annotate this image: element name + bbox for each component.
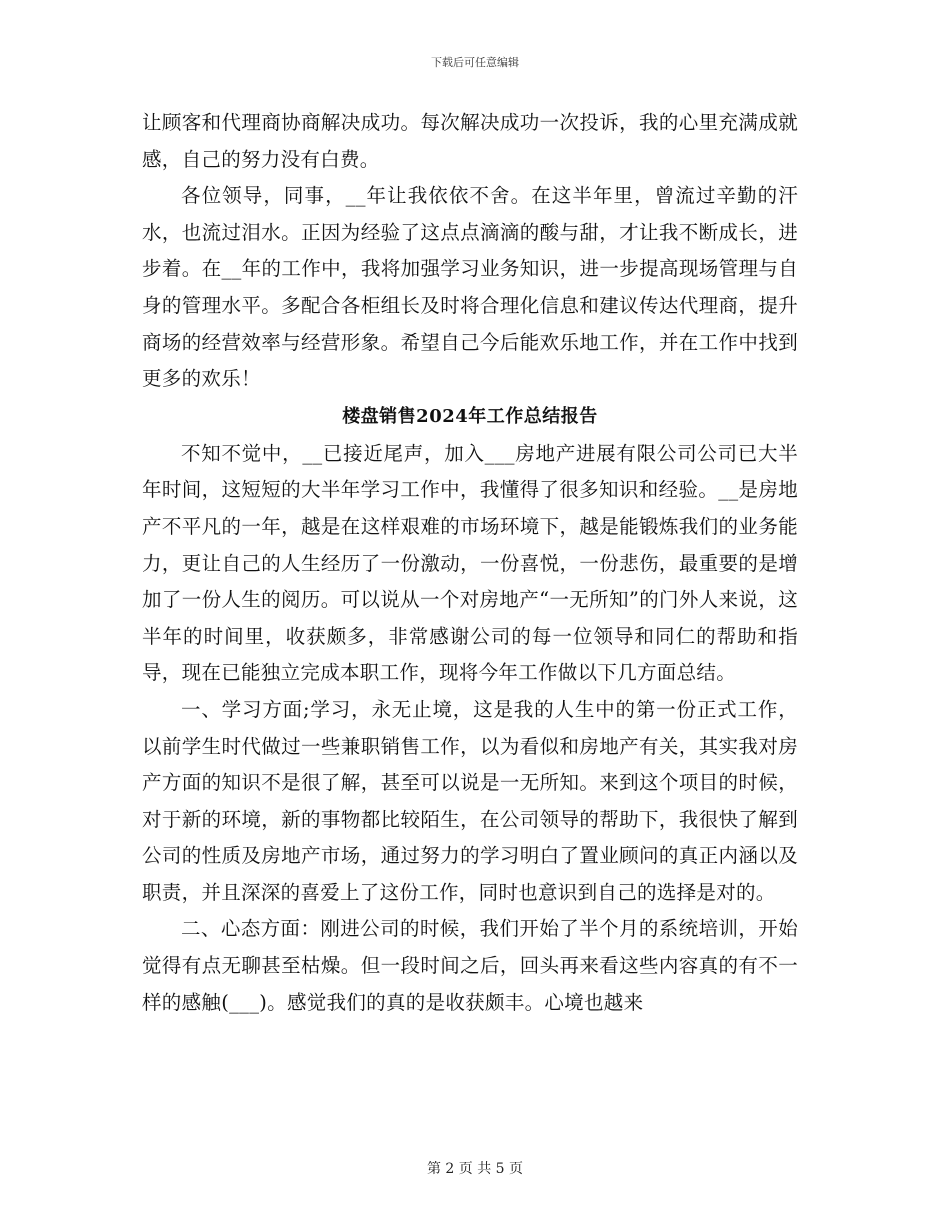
- paragraph-farewell: 各位领导，同事，__年让我依依不舍。在这半年里，曾流过辛勤的汗水，也流过泪水。正因为经验了这点点滴滴的酸与甜，才让我不断成长，进步着。在__年的工作中，我将加强学习业务知识，进一步提高现场管理与自身的管理水平。多配合各柜组长及时将合理化信息和建议传达代理商，提升商场的经营效率与经营形象。希望自己今后能欢乐地工作，并在工作中找到更多的欢乐！: [142, 184, 798, 391]
- document-title: 楼盘销售2024年工作总结报告: [342, 405, 598, 427]
- document-body: [142, 105, 798, 1021]
- paragraph-study: 一、学习方面;学习，永无止境，这是我的人生中的第一份正式工作，以前学生时代做过一些兼职销售工作，以为看似和房地产有关，其实我对房产方面的知识不是很了解，甚至可以说是一无所知。来到这个项目的时候，对于新的环境，新的事物都比较陌生，在公司领导的帮助下，我很快了解到公司的性质及房地产市场，通过努力的学习明白了置业顾问的真正内涵以及职责，并且深深的喜爱上了这份工作，同时也意识到自己的选择是对的。: [142, 697, 798, 904]
- paragraph-continued: 让顾客和代理商协商解决成功。每次解决成功一次投诉，我的心里充满成就感，自己的努力没有白费。: [142, 111, 798, 171]
- header-note: 下载后可任意编辑: [431, 56, 519, 69]
- paragraph-intro: 不知不觉中，__已接近尾声，加入___房地产进展有限公司公司已大半年时间，这短短的大半年学习工作中，我懂得了很多知识和经验。__是房地产不平凡的一年，越是在这样艰难的市场环境下，越是能锻炼我们的业务能力，更让自己的人生经历了一份激动，一份喜悦，一份悲伤，最重要的是增加了一份人生的阅历。可以说从一个对房地产“一无所知”的门外人来说，这半年的时间里，收获颇多，非常感谢公司的每一位领导和同仁的帮助和指导，现在已能独立完成本职工作，现将今年工作做以下几方面总结。: [142, 441, 798, 685]
- page-number: 第 2 页 共 5 页: [426, 1161, 524, 1177]
- paragraph-mindset: 二、心态方面：刚进公司的时候，我们开始了半个月的系统培训，开始觉得有点无聊甚至枯燥。但一段时间之后，回头再来看这些内容真的有不一样的感触(___)。感觉我们的真的是收获颇丰。心境也越来: [142, 917, 798, 1014]
